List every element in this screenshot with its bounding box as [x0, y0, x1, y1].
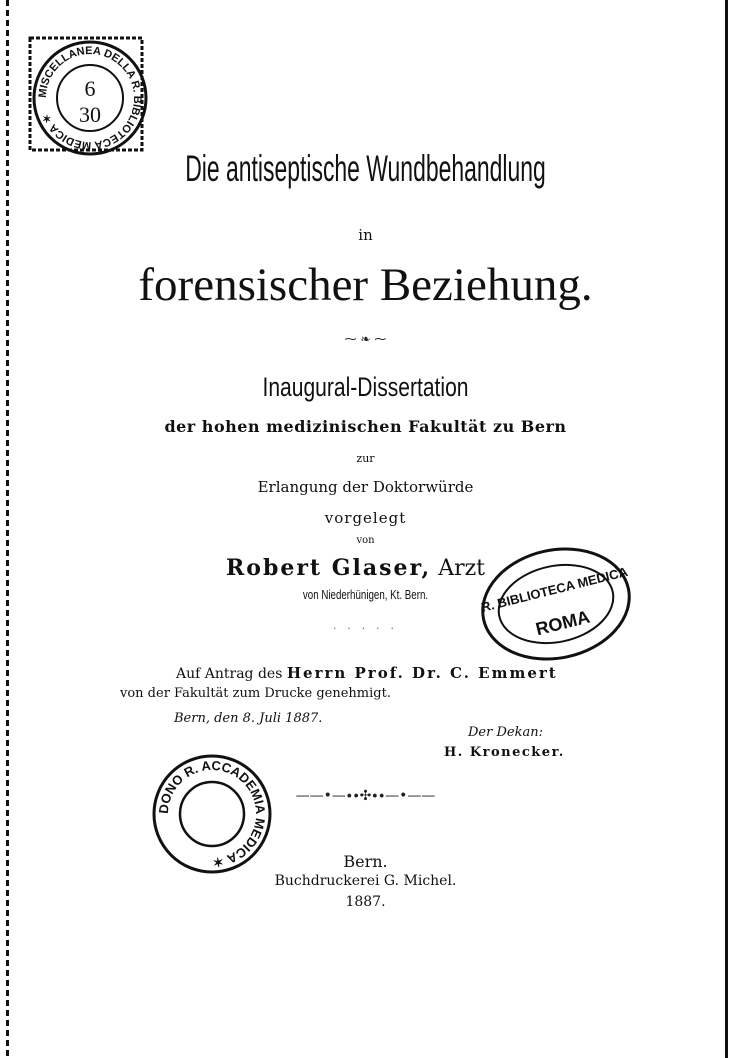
stamp-ring-text: MISCELLANEA DELLA R. BIBLIOTECA MEDICA ✶	[36, 44, 144, 152]
imprint-year: 1887.	[345, 894, 386, 910]
library-stamp-top-left	[28, 36, 152, 160]
dissertation-heading: Inaugural-Dissertation	[262, 372, 469, 402]
library-stamp-right	[476, 544, 636, 664]
antrag-line	[176, 664, 558, 682]
antrag-person: Herrn Prof. Dr. C. Emmert	[286, 664, 558, 682]
stamp-number-bottom: 30	[79, 102, 101, 127]
imprint-city: Bern.	[343, 852, 388, 871]
title-line-2: forensischer Beziehung.	[138, 259, 593, 311]
dean-label: Der Dekan:	[468, 725, 543, 740]
antrag-prefix: Auf Antrag des	[176, 666, 283, 682]
author-title: Arzt	[438, 556, 486, 581]
approval-line: von der Fakultät zum Drucke genehmigt.	[120, 686, 391, 701]
stamp-right-line1: R. BIBLIOTECA MEDICA	[479, 563, 630, 615]
von-text: von	[356, 535, 375, 546]
author-name: Robert Glaser,	[226, 555, 432, 581]
zur-text: zur	[356, 452, 375, 465]
ornament-top: ⁓ ❧ ⁓	[344, 332, 387, 346]
vorgelegt-text: vorgelegt	[324, 509, 407, 527]
separator-dots: · · · · ·	[333, 624, 398, 635]
faculty-line: der hohen medizinischen Fakultät zu Bern	[164, 417, 567, 436]
erlangung-text: Erlangung der Doktorwürde	[257, 478, 474, 496]
author-origin: von Niederhünigen, Kt. Bern.	[302, 587, 429, 602]
ornament-bottom: ——•—∙∙✣∙∙—•——	[295, 788, 436, 804]
imprint-printer: Buchdruckerei G. Michel.	[274, 873, 457, 889]
stamp-right-line2: ROMA	[533, 606, 592, 640]
dean-name: H. Kronecker.	[444, 745, 565, 760]
academy-stamp-ring-text: DONO R. ACCADEMIA MEDICA ✶	[155, 757, 269, 871]
title-connector: in	[358, 226, 373, 244]
date-line: Bern, den 8. Juli 1887.	[174, 711, 323, 726]
author-line	[226, 555, 485, 581]
stamp-number-top: 6	[84, 76, 96, 101]
title-line-1: Die antiseptische Wundbehandlung	[185, 148, 546, 189]
